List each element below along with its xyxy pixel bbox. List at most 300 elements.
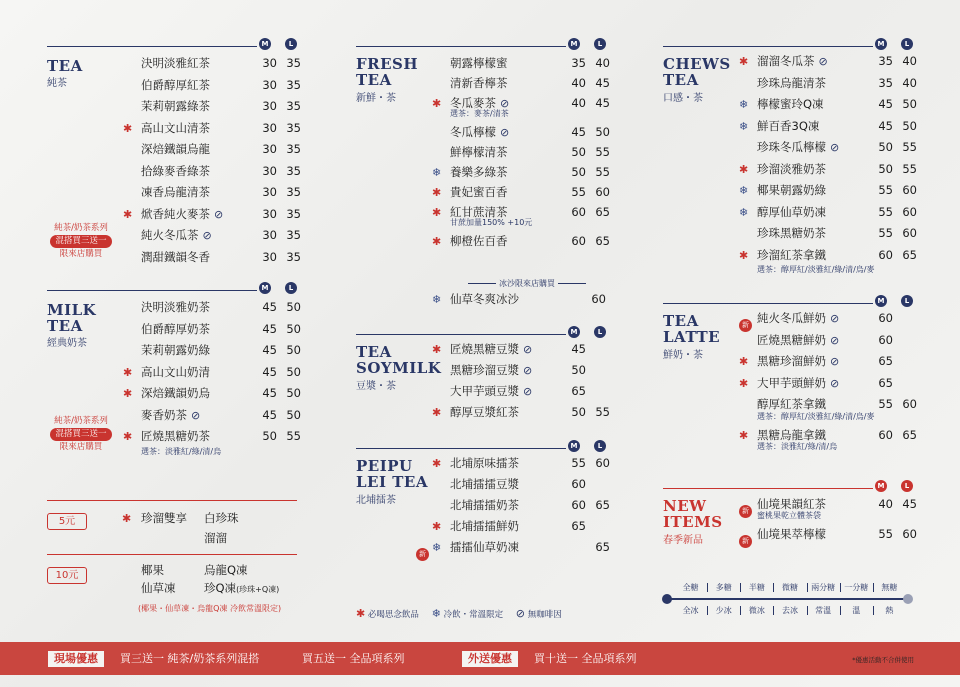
cold-only-icon: ❄ — [739, 98, 749, 111]
ice-level: 少冰 — [715, 606, 732, 615]
menu-item — [141, 383, 301, 404]
no-caffeine-icon: ⊘ — [818, 55, 828, 68]
item-name: 決明淡雅奶茶 — [141, 300, 210, 314]
section-title-line2: LATTE — [663, 328, 721, 346]
price-l: 60 — [902, 397, 917, 411]
item-name: 珍珠冬瓜檸檬 — [757, 140, 826, 154]
item-name: 朝露檸檬蜜 — [450, 56, 508, 70]
item-name: 柳橙佐百香 — [450, 234, 508, 248]
section-subtitle: 經典奶茶 — [47, 338, 87, 349]
price-m: 35 — [571, 56, 586, 70]
menu-item — [141, 405, 301, 426]
menu-item — [141, 161, 301, 182]
price-m: 55 — [571, 456, 586, 470]
menu-item — [757, 73, 917, 94]
price-l: 65 — [595, 540, 610, 554]
recommend-icon: ✱ — [122, 512, 132, 525]
recommend-icon: ✱ — [739, 55, 749, 68]
recommend-icon: ✱ — [739, 376, 749, 390]
item-name: 養樂多綠茶 — [450, 165, 508, 179]
menu-item — [757, 373, 913, 394]
price-l: 60 — [595, 456, 610, 470]
price-l: 55 — [286, 429, 301, 443]
price-m: 50 — [262, 429, 277, 443]
price-l: 35 — [286, 249, 301, 264]
ice-level: 熱 — [885, 606, 894, 615]
price-m: 30 — [262, 99, 277, 113]
menu-item — [141, 118, 301, 139]
price-l: 40 — [902, 54, 917, 68]
price-m: 55 — [878, 226, 893, 240]
price-m: 45 — [262, 321, 277, 336]
menu-item — [450, 537, 610, 558]
price-l: 35 — [286, 228, 301, 242]
no-caffeine-icon: ⊘ — [523, 343, 533, 356]
price-l: 35 — [286, 99, 301, 113]
menu-item — [141, 53, 301, 74]
item-name: 冬瓜檸檬 — [450, 125, 496, 139]
section-subtitle: 純茶 — [47, 78, 67, 89]
section-title: PEIPU — [356, 457, 413, 475]
item-name: 擂擂仙草奶凍 — [450, 540, 519, 554]
section-title-line2: SOYMILK — [356, 359, 442, 377]
item-name: 黑糖烏龍拿鐵 — [757, 427, 826, 442]
item-name: 北埔原味擂茶 — [450, 456, 519, 470]
menu-item — [141, 182, 301, 203]
no-caffeine-icon: ⊘ — [830, 376, 840, 390]
ice-level: 全冰 — [682, 606, 699, 615]
menu-item — [450, 231, 610, 252]
item-name: 珍溜淡雅奶茶 — [757, 161, 826, 176]
section-subtitle: 鮮奶・茶 — [663, 350, 703, 361]
item-name: 紅甘蔗清茶 — [450, 205, 508, 219]
menu-item — [450, 360, 606, 381]
tea-choice-note: 選茶：淡雅紅/綠/清/烏 — [141, 447, 222, 456]
menu-item — [141, 297, 301, 318]
price-m: 60 — [571, 234, 586, 248]
section-subtitle: 新鮮・茶 — [356, 93, 396, 104]
menu-item — [757, 351, 913, 372]
cold-only-icon: ❄ — [432, 166, 442, 179]
item-name: 珍珠黑糖奶茶 — [757, 226, 826, 240]
item-name: 茉莉朝露奶綠 — [141, 343, 210, 357]
price-m: 55 — [878, 397, 893, 411]
price-l: 50 — [286, 386, 301, 400]
no-caffeine-icon: ⊘ — [523, 385, 533, 398]
item-name: 北埔擂擂鮮奶 — [450, 519, 519, 533]
new-badge: 新 — [416, 541, 429, 561]
price-m: 55 — [878, 183, 893, 197]
item-name: 黑糖珍溜豆漿 — [450, 363, 519, 377]
price-l: 65 — [595, 498, 610, 512]
addon-option: 白珍珠 — [204, 511, 239, 525]
cold-only-icon: ❄ — [739, 119, 749, 133]
size-m-badge: M — [568, 440, 580, 452]
price-l: 50 — [902, 97, 917, 111]
sugar-level: 多糖 — [715, 583, 732, 592]
promo-note: 純茶/奶茶系列 混搭買三送一 限來店購買 — [45, 415, 117, 454]
size-m-badge: M — [259, 282, 271, 294]
recommend-icon: ✱ — [123, 365, 133, 379]
item-note: 選茶：醇厚紅/淡雅紅/綠/清/烏/麥 — [757, 411, 875, 421]
fine-print: *優惠活動不合併使用 — [852, 656, 914, 664]
menu-item — [141, 426, 301, 447]
addon-option: 溜溜 — [204, 531, 227, 545]
menu-item — [450, 495, 610, 516]
item-note: 選茶：麥茶/清茶 — [450, 109, 509, 118]
price-m: 45 — [262, 300, 277, 314]
no-caffeine-icon: ⊘ — [191, 408, 201, 422]
price-l: 50 — [595, 125, 610, 139]
no-caffeine-icon: ⊘ — [214, 207, 224, 221]
menu-item — [450, 162, 610, 183]
item-name: 鮮百香3Q凍 — [757, 118, 820, 133]
onsite-promo-text-2: 買五送一 全品項系列 — [302, 652, 405, 665]
price-l: 55 — [595, 145, 610, 159]
price-m: 40 — [571, 96, 586, 110]
section-divider — [663, 303, 873, 304]
size-m-badge: M — [568, 38, 580, 50]
price-l: 45 — [595, 96, 610, 110]
sugar-level: 兩分糖 — [811, 583, 836, 592]
price-l: 40 — [902, 75, 917, 90]
section-subtitle: 口感・茶 — [663, 93, 703, 104]
no-caffeine-icon: ⊘ — [500, 97, 510, 110]
onsite-promo-text: 買三送一 純茶/奶茶系列混搭 — [120, 652, 260, 665]
item-name: 純火冬瓜鮮奶 — [757, 311, 826, 325]
menu-item — [757, 245, 917, 266]
section-divider — [47, 554, 297, 555]
ice-level: 微冰 — [748, 606, 765, 615]
size-l-badge: L — [594, 440, 606, 452]
price-m: 65 — [878, 354, 893, 368]
menu-item — [450, 381, 606, 402]
menu-item — [450, 474, 606, 495]
price-l: 55 — [595, 405, 610, 419]
item-name: 伯爵醇厚奶茶 — [141, 321, 210, 336]
price-l: 50 — [286, 300, 301, 314]
price-l: 60 — [595, 185, 610, 199]
item-name: 醇厚紅茶拿鐵 — [757, 397, 826, 411]
addon-item: 仙草凍 — [141, 581, 176, 595]
section-divider — [47, 290, 257, 291]
price-m: 45 — [262, 386, 277, 400]
recommend-icon: ✱ — [123, 121, 133, 135]
recommend-icon: ✱ — [739, 248, 749, 262]
section-divider — [356, 334, 566, 335]
price-l: 65 — [902, 427, 917, 442]
section-title-line2: ITEMS — [663, 513, 723, 531]
section-title-line2: TEA — [47, 317, 83, 335]
section-divider — [47, 46, 257, 47]
item-name: 北埔擂擂豆漿 — [450, 477, 519, 491]
item-note: 甘蔗加量150% +10元 — [450, 218, 533, 227]
price-l: 65 — [595, 234, 610, 248]
recommend-icon: ✱ — [432, 235, 442, 248]
menu-item — [141, 96, 301, 117]
addon-price-5: 5元 — [47, 513, 87, 530]
price-l: 35 — [286, 56, 301, 70]
recommend-icon: ✱ — [432, 186, 442, 199]
section-title: TEA — [663, 312, 699, 330]
price-l: 50 — [286, 321, 301, 336]
menu-item: 仙草冬爽冰沙 60 — [450, 292, 606, 306]
addon-item: 烏龍Q凍 — [204, 563, 248, 577]
no-caffeine-icon: ⊘ — [500, 126, 510, 139]
recommend-icon: ✱ — [123, 387, 133, 400]
menu-item — [757, 308, 913, 329]
price-l: 55 — [902, 140, 917, 154]
section-title-line2: TEA — [356, 71, 392, 89]
menu-item — [141, 340, 301, 361]
recommend-icon: ✱ — [739, 162, 749, 176]
no-caffeine-icon: ⊘ — [202, 229, 212, 242]
price-l: 35 — [286, 142, 301, 156]
price-l: 50 — [286, 407, 301, 422]
price-l: 50 — [286, 364, 301, 379]
section-title: TEA — [356, 343, 392, 361]
price-m: 30 — [262, 77, 277, 92]
section-divider — [663, 46, 873, 47]
item-name: 仙境果萃檸檬 — [757, 527, 826, 541]
new-badge: 新 — [739, 312, 752, 332]
price-m: 60 — [878, 247, 893, 262]
recommend-icon: ✱ — [739, 428, 749, 442]
menu-item — [450, 402, 610, 423]
no-caffeine-icon: ⊘ — [830, 141, 840, 154]
item-name: 匠燒黑糖豆漿 — [450, 342, 519, 356]
price-m: 45 — [571, 125, 586, 139]
item-name: 珍溜紅茶拿鐵 — [757, 247, 826, 262]
item-name: 高山文山清茶 — [141, 120, 210, 135]
price-m: 60 — [878, 427, 893, 442]
section-divider — [47, 500, 297, 501]
price-m: 50 — [571, 363, 586, 377]
menu-item — [450, 73, 610, 94]
size-l-badge: L — [285, 38, 297, 50]
promo-bar — [0, 642, 960, 675]
item-name: 醇厚豆漿紅茶 — [450, 405, 519, 419]
price-m: 30 — [262, 185, 277, 199]
price-m: 30 — [262, 120, 277, 135]
menu-item — [141, 319, 301, 340]
sugar-level: 全糖 — [682, 583, 699, 592]
menu-item — [450, 142, 610, 163]
price-l: 60 — [902, 527, 917, 541]
size-m-badge: M — [568, 326, 580, 338]
addon-item: 珍Q凍(珍珠+Q凍) — [204, 581, 280, 595]
slush-divider: 冰沙限來店購買 — [448, 278, 606, 289]
item-name: 北埔擂擂奶茶 — [450, 498, 519, 512]
menu-item — [450, 453, 610, 474]
delivery-promo-text: 買十送一 全品項系列 — [534, 652, 637, 665]
price-l: 50 — [902, 118, 917, 133]
item-name: 純火冬瓜茶 — [141, 228, 199, 242]
menu-item — [757, 51, 917, 72]
menu-item — [757, 180, 917, 201]
size-m-badge: M — [875, 295, 887, 307]
item-name: 麥香奶茶 — [141, 407, 187, 422]
sugar-level: 微糖 — [781, 583, 798, 592]
price-m: 55 — [878, 204, 893, 219]
price-m: 60 — [571, 477, 586, 491]
recommend-icon: ✱ — [432, 406, 442, 419]
price-l: 50 — [286, 343, 301, 357]
ice-level: 溫 — [852, 606, 861, 615]
section-title: MILK — [47, 301, 97, 319]
price-m: 45 — [262, 343, 277, 357]
price-l: 35 — [286, 163, 301, 178]
price-m: 30 — [262, 249, 277, 264]
menu-item — [450, 182, 610, 203]
tea-choice-note: 選茶：醇厚紅/淡雅紅/綠/清/烏/麥 — [757, 265, 875, 274]
item-note: 蜜桃果乾立體茶袋 — [757, 511, 821, 520]
price-l: 35 — [286, 185, 301, 199]
sugar-level: 半糖 — [748, 583, 765, 592]
price-m: 60 — [878, 311, 893, 325]
section-divider — [663, 488, 873, 489]
price-m: 60 — [571, 205, 586, 219]
size-l-badge: L — [594, 326, 606, 338]
recommend-icon: ✱ — [739, 355, 749, 368]
size-m-badge: M — [259, 38, 271, 50]
addon-item: 椰果 — [141, 563, 164, 577]
cold-only-icon: ❄ — [432, 541, 442, 554]
size-l-badge: L — [594, 38, 606, 50]
item-name: 大甲芋頭鮮奶 — [757, 375, 826, 390]
price-m: 50 — [878, 161, 893, 176]
item-name: 醇厚仙草奶凍 — [757, 204, 826, 219]
price-m: 45 — [878, 118, 893, 133]
item-name: 潤甜鐵韻冬香 — [141, 249, 210, 264]
price-m: 45 — [262, 407, 277, 422]
menu-item — [450, 516, 606, 537]
price-m: 45 — [878, 97, 893, 111]
section-subtitle: 北埔擂茶 — [356, 495, 396, 506]
item-name: 匠燒黑糖鮮奶 — [757, 332, 826, 347]
delivery-promo-label: 外送優惠 — [462, 651, 518, 667]
item-name: 溜溜冬瓜茶 — [757, 54, 815, 68]
item-note: 選茶：淡雅紅/綠/清/烏 — [757, 442, 838, 451]
section-title-line2: TEA — [663, 71, 699, 89]
menu-item — [141, 225, 301, 246]
size-l-badge: L — [901, 38, 913, 50]
size-l-badge: L — [285, 282, 297, 294]
sugar-level: 一分糖 — [844, 583, 869, 592]
price-l: 60 — [902, 226, 917, 240]
recommend-icon: ✱ — [432, 520, 442, 533]
menu-item — [757, 202, 917, 223]
menu-item — [141, 75, 301, 96]
cold-only-icon: ❄ — [739, 184, 749, 197]
recommend-icon: ✱ — [432, 206, 442, 219]
recommend-icon: ✱ — [123, 430, 133, 443]
price-l: 45 — [595, 76, 610, 90]
menu-item — [757, 524, 917, 545]
menu-item — [450, 339, 606, 360]
price-l: 60 — [902, 183, 917, 197]
price-m: 45 — [262, 364, 277, 379]
price-m: 40 — [571, 76, 586, 90]
recommend-icon: ✱ — [356, 607, 366, 620]
price-m: 55 — [878, 527, 893, 541]
no-caffeine-icon: ⊘ — [523, 364, 533, 377]
price-m: 50 — [878, 140, 893, 154]
price-l: 55 — [902, 161, 917, 176]
item-name: 冬瓜麥茶 — [450, 96, 496, 110]
menu-item — [757, 223, 917, 244]
scale-start-dot — [662, 594, 672, 604]
price-l: 35 — [286, 77, 301, 92]
cold-only-icon: ❄ — [739, 205, 749, 219]
size-l-badge: L — [901, 295, 913, 307]
menu-item — [757, 137, 917, 158]
section-title: TEA — [47, 57, 83, 75]
item-name: 貴妃蜜百香 — [450, 185, 508, 199]
price-l: 65 — [902, 247, 917, 262]
price-l: 55 — [595, 165, 610, 179]
item-name: 深焙鐵韻奶烏 — [141, 386, 210, 400]
section-title-line2: LEI TEA — [356, 473, 428, 491]
menu-item — [450, 122, 610, 143]
section-subtitle: 豆漿・茶 — [356, 381, 396, 392]
section-title: FRESH — [356, 55, 419, 73]
item-name: 決明淡雅紅茶 — [141, 56, 210, 70]
no-caffeine-icon: ⊘ — [830, 355, 840, 368]
item-name: 凍香烏龍清茶 — [141, 185, 210, 199]
section-subtitle: 春季新品 — [663, 535, 703, 546]
addon-note: (椰果・仙草凍・烏龍Q凍 冷飲常溫限定) — [138, 604, 282, 613]
promo-note: 純茶/奶茶系列 混搭買三送一 限來店購買 — [45, 222, 117, 261]
item-name: 清新香檸茶 — [450, 76, 508, 90]
item-name: 匠燒黑糖奶茶 — [141, 429, 210, 443]
price-m: 65 — [571, 519, 586, 533]
price-m: 60 — [878, 332, 893, 347]
menu-item — [141, 204, 301, 225]
no-caffeine-icon: ⊘ — [830, 333, 840, 347]
item-name: 大甲芋頭豆漿 — [450, 384, 519, 398]
onsite-promo-label: 現場優惠 — [48, 651, 104, 667]
price-m: 65 — [878, 375, 893, 390]
item-name: 椰果朝露奶綠 — [757, 183, 826, 197]
item-name: 檸檬蜜玲Q凍 — [757, 97, 824, 111]
cold-only-icon: ❄ — [432, 293, 442, 306]
price-l: 35 — [286, 120, 301, 135]
price-m: 55 — [571, 185, 586, 199]
menu-item — [757, 94, 917, 115]
price-m: 35 — [878, 54, 893, 68]
price-m: 50 — [571, 145, 586, 159]
size-l-badge: L — [901, 480, 913, 492]
item-name: 茉莉朝露綠茶 — [141, 99, 210, 113]
new-badge: 新 — [739, 498, 752, 518]
price-m: 30 — [262, 206, 277, 221]
legend: ✱ 必喝思念飲品 ❄ 冷飲・常溫限定 ⊘ 無咖啡因 — [356, 607, 562, 620]
price-m: 65 — [571, 384, 586, 398]
price-m: 60 — [571, 498, 586, 512]
item-name: 高山文山奶清 — [141, 364, 210, 379]
menu-item — [141, 247, 301, 268]
item-name: 鮮檸檬清茶 — [450, 145, 508, 159]
price-m: 30 — [262, 56, 277, 70]
price-m: 50 — [571, 165, 586, 179]
menu-item — [450, 53, 610, 74]
item-name: 伯爵醇厚紅茶 — [141, 77, 210, 92]
item-name: 黑糖珍溜鮮奶 — [757, 354, 826, 368]
menu-item — [757, 116, 917, 137]
price-m: 30 — [262, 142, 277, 156]
item-name: 拾綠麥香綠茶 — [141, 163, 210, 178]
